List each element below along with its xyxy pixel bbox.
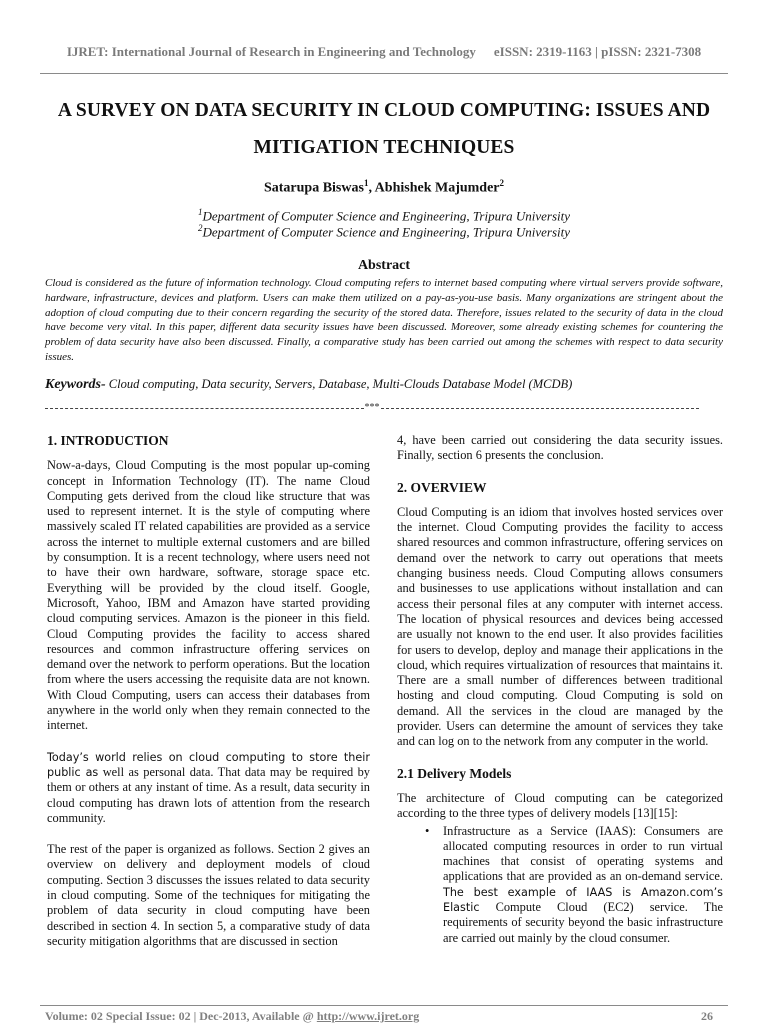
intro-paragraph-2-rest: well as personal data. That data may be required by them or others at any instant of time. As a result, data security in cloud computing has drawn lots of attention from the research community.: [47, 764, 370, 825]
right-column: [397, 433, 723, 946]
intro-paragraph-3: The rest of the paper is organized as follows. Section 2 gives an overview on delivery and deployment models of cloud computing. Section 3 discusses the issues related to data security in cloud computing. Some of the techniques for mitigating the problem of data security in cloud computing have been described in section 4. In section 5, a comparative study of data security mitigation algorithms that are discussed in section: [47, 842, 370, 948]
overview-heading: 2. OVERVIEW: [397, 479, 487, 495]
keywords-text: Cloud computing, Data security, Servers, Database, Multi-Clouds Database Model (MCDB): [105, 377, 573, 391]
journal-name: IJRET: International Journal of Research in Engineering and Technology: [66, 44, 476, 59]
affiliation-1-text: Department of Computer Science and Engineering, Tripura University: [202, 208, 571, 224]
intro-paragraph-2-lead: Today’s world relies on cloud computing to store their public as: [47, 750, 370, 779]
left-column: [47, 433, 370, 965]
footer-info: [45, 1009, 419, 1024]
bullet-1-text-a: Infrastructure as a Service (IAAS): Consumers are allocated computing resources in order to run virtual machines that consist of operating systems and applications that are provided as an on-demand service.: [443, 823, 723, 884]
author-list: [0, 178, 768, 197]
footer-rule: [40, 1005, 728, 1006]
abstract-heading: Abstract: [357, 258, 411, 273]
keywords: [45, 377, 728, 393]
title-line-1: A SURVEY ON DATA SECURITY IN CLOUD COMPUTING: ISSUES AND: [57, 100, 711, 121]
author-2: Abhishek Majumder: [374, 180, 500, 196]
header-rule: [40, 73, 728, 74]
keywords-label: Keywords-: [45, 377, 106, 392]
affiliation-2-sup: 2: [197, 223, 203, 233]
affiliation-2: [0, 223, 768, 240]
delivery-models-heading: 2.1 Delivery Models: [397, 765, 512, 781]
journal-header: [0, 44, 768, 60]
affiliation-1-sup: 1: [197, 207, 203, 217]
author-separator: ,: [368, 180, 375, 196]
intro-paragraph-2: [47, 750, 370, 826]
separator-dashes-left: [45, 408, 364, 409]
separator-stars: ***: [364, 402, 380, 413]
overview-paragraph: Cloud Computing is an idiom that involves hosted services over the internet. Cloud Computing provides the facility to access shared resources and common infrastructure, offering services on demand over the network to carry out operations that meets changing business needs. Cloud Computing allows consumers and businesses to use applications without installation and can access their personal files at any computer with internet access. The location of physical resources and devices being accessed are usually not known to the end user. It also provides facilities for users to develop, deploy and manage their applications in the cloud, which requires virtualization of resources that maintains it. There are a small number of differences between traditional hosting and cloud computing. Cloud Computing is sold on demand. All the services in the cloud are managed by the provider. Users can determine the amount of services they take and can log on to the network from any computer in the world.: [397, 504, 723, 749]
page-number: 26: [701, 1009, 713, 1023]
separator-dashes-right: [381, 408, 700, 409]
delivery-models-paragraph: The architecture of Cloud computing can be categorized according to the three types of delivery models [13][15]:: [397, 790, 723, 821]
list-item: [397, 824, 723, 946]
author-1: Satarupa Biswas: [263, 180, 364, 196]
intro-paragraph-3-continued: 4, have been carried out considering the data security issues. Finally, section 6 presents the conclusion.: [397, 433, 723, 463]
affiliation-2-text: Department of Computer Science and Engineering, Tripura University: [202, 224, 571, 240]
author-1-sup: 1: [363, 178, 369, 188]
introduction-heading: 1. INTRODUCTION: [47, 433, 169, 448]
abstract-text: Cloud is considered as the future of information technology. Cloud computing refers to internet based computing where virtual servers provide software, hardware, infrastructure, devices and platform. Users can make them utilized on a pay-as-you-use basis. Many organizations are stringent about the adoption of cloud computing due to their concern regarding the security of the stored data. Therefore, issues related to the security of data in the cloud have become very vital. In this paper, different data security issues have been discussed. Moreover, some already existing schemes for countering the problem of data security have also been discussed. Finally, a comparative study has been carried out among the schemes with respect to data security issues.: [45, 277, 723, 363]
journal-link[interactable]: http://www.ijret.org: [316, 1009, 420, 1023]
author-2-sup: 2: [499, 178, 505, 188]
affiliation-1: [0, 207, 768, 224]
section-separator: [45, 401, 699, 415]
page-footer: [45, 1009, 723, 1024]
journal-issn: eISSN: 2319-1163 | pISSN: 2321-7308: [493, 44, 702, 59]
paper-title: [30, 92, 738, 166]
bullet-icon: •: [425, 823, 430, 838]
bullet-1-text-b: Compute Cloud (EC2) service. The requirements of security beyond the basic infrastructure are carried out mainly by the cloud consumer.: [443, 900, 723, 945]
title-line-2: MITIGATION TECHNIQUES: [253, 137, 515, 158]
intro-paragraph-1: Now-a-days, Cloud Computing is the most popular up-coming concept in Information Technology (IT). The name Cloud Computing gets derived from the cloud like structure that was used to represent internet. It is the style of computing where massively scaled IT related capabilities are provided as a service across the internet to multiple external customers and are billed by consumption. It is a recent technology, where users need not to have their own hardware, software, storage space etc. Everything will be provided by the cloud itself. Google, Microsoft, Yahoo, IBM and Amazon have started providing cloud computing services. Amazon is the pioneer in this field. Cloud Computing provides the facility to access shared resources and common infrastructure offering services on demand over the network to perform operations. But the location from where the users accessing the requisite data are not known. With Cloud Computing, users can access their databases from anywhere in the world only when they remain connected to the internet.: [47, 458, 370, 733]
delivery-models-list: [397, 824, 723, 946]
bullet-1-text-sans: The best example of IAAS is Amazon.com’s Elastic: [443, 885, 723, 915]
footer-prefix: Volume: 02 Special Issue: 02 | Dec-2013, Available @: [45, 1009, 317, 1023]
